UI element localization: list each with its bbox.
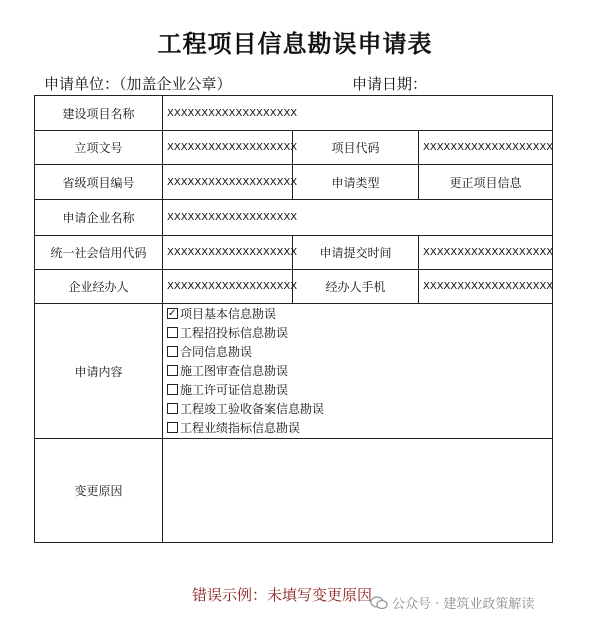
- wechat-icon: [370, 596, 388, 610]
- row-provincial: [35, 165, 553, 200]
- row-handler: [35, 270, 553, 304]
- submit-time-label: 申请提交时间: [293, 236, 419, 270]
- handler-phone-label: 经办人手机: [293, 270, 419, 304]
- handler-phone-value: XXXXXXXXXXXXXXXXXXX: [419, 270, 553, 304]
- row-approval: [35, 131, 553, 165]
- content-options: [163, 304, 553, 439]
- form-title: 工程项目信息勘误申请表: [157, 29, 433, 58]
- credit-code-value: XXXXXXXXXXXXXXXXXXX: [163, 236, 293, 270]
- option-label: 项目基本信息勘误: [180, 306, 277, 321]
- application-form-table: [34, 95, 553, 543]
- option-label: 合同信息勘误: [180, 344, 253, 359]
- option-label: 工程竣工验收备案信息勘误: [180, 401, 325, 416]
- checkbox-icon[interactable]: [167, 403, 178, 414]
- provincial-no-label: 省级项目编号: [35, 165, 163, 200]
- checkbox-icon[interactable]: [167, 308, 178, 319]
- watermark: [370, 593, 534, 612]
- row-credit: [35, 236, 553, 270]
- submit-time-value: XXXXXXXXXXXXXXXXXXX: [419, 236, 553, 270]
- handler-value: XXXXXXXXXXXXXXXXXXX: [163, 270, 293, 304]
- checkbox-icon[interactable]: [167, 327, 178, 338]
- error-example-note: 错误示例：未填写变更原因: [192, 586, 373, 604]
- credit-code-label: 统一社会信用代码: [35, 236, 163, 270]
- reason-value[interactable]: [163, 439, 553, 543]
- project-name-label: 建设项目名称: [35, 96, 163, 131]
- content-label: 申请内容: [35, 304, 163, 439]
- option-label: 工程业绩指标信息勘误: [180, 420, 301, 435]
- approval-no-label: 立项文号: [35, 131, 163, 165]
- checkbox-icon[interactable]: [167, 365, 178, 376]
- option-performance[interactable]: [167, 419, 548, 438]
- option-drawing-review[interactable]: [167, 362, 548, 381]
- project-name-value: XXXXXXXXXXXXXXXXXXX: [163, 96, 553, 131]
- project-code-label: 项目代码: [293, 131, 419, 165]
- option-acceptance[interactable]: [167, 400, 548, 419]
- handler-label: 企业经办人: [35, 270, 163, 304]
- option-project-basic[interactable]: [167, 305, 548, 324]
- checkbox-icon[interactable]: [167, 422, 178, 433]
- watermark-text: 公众号 · 建筑业政策解读: [392, 597, 535, 612]
- apply-type-label: 申请类型: [293, 165, 419, 200]
- row-project-name: [35, 96, 553, 131]
- option-label: 施工图审查信息勘误: [180, 363, 289, 378]
- option-label: 施工许可证信息勘误: [180, 382, 289, 397]
- apply-date-label: 申请日期：: [352, 75, 428, 93]
- row-reason: [35, 439, 553, 543]
- company-label: 申请企业名称: [35, 200, 163, 236]
- option-permit[interactable]: [167, 381, 548, 400]
- project-code-value: XXXXXXXXXXXXXXXXXXX: [419, 131, 553, 165]
- apply-type-value: 更正项目信息: [419, 165, 553, 200]
- company-value: XXXXXXXXXXXXXXXXXXX: [163, 200, 553, 236]
- checkbox-icon[interactable]: [167, 346, 178, 357]
- checkbox-icon[interactable]: [167, 384, 178, 395]
- reason-label: 变更原因: [35, 439, 163, 543]
- applicant-unit-label: 申请单位：（加盖企业公章）: [44, 75, 232, 93]
- approval-no-value: XXXXXXXXXXXXXXXXXXX: [163, 131, 293, 165]
- option-bidding[interactable]: [167, 324, 548, 343]
- row-company: [35, 200, 553, 236]
- option-contract[interactable]: [167, 343, 548, 362]
- provincial-no-value: XXXXXXXXXXXXXXXXXXX: [163, 165, 293, 200]
- row-content: [35, 304, 553, 439]
- option-label: 工程招投标信息勘误: [180, 325, 289, 340]
